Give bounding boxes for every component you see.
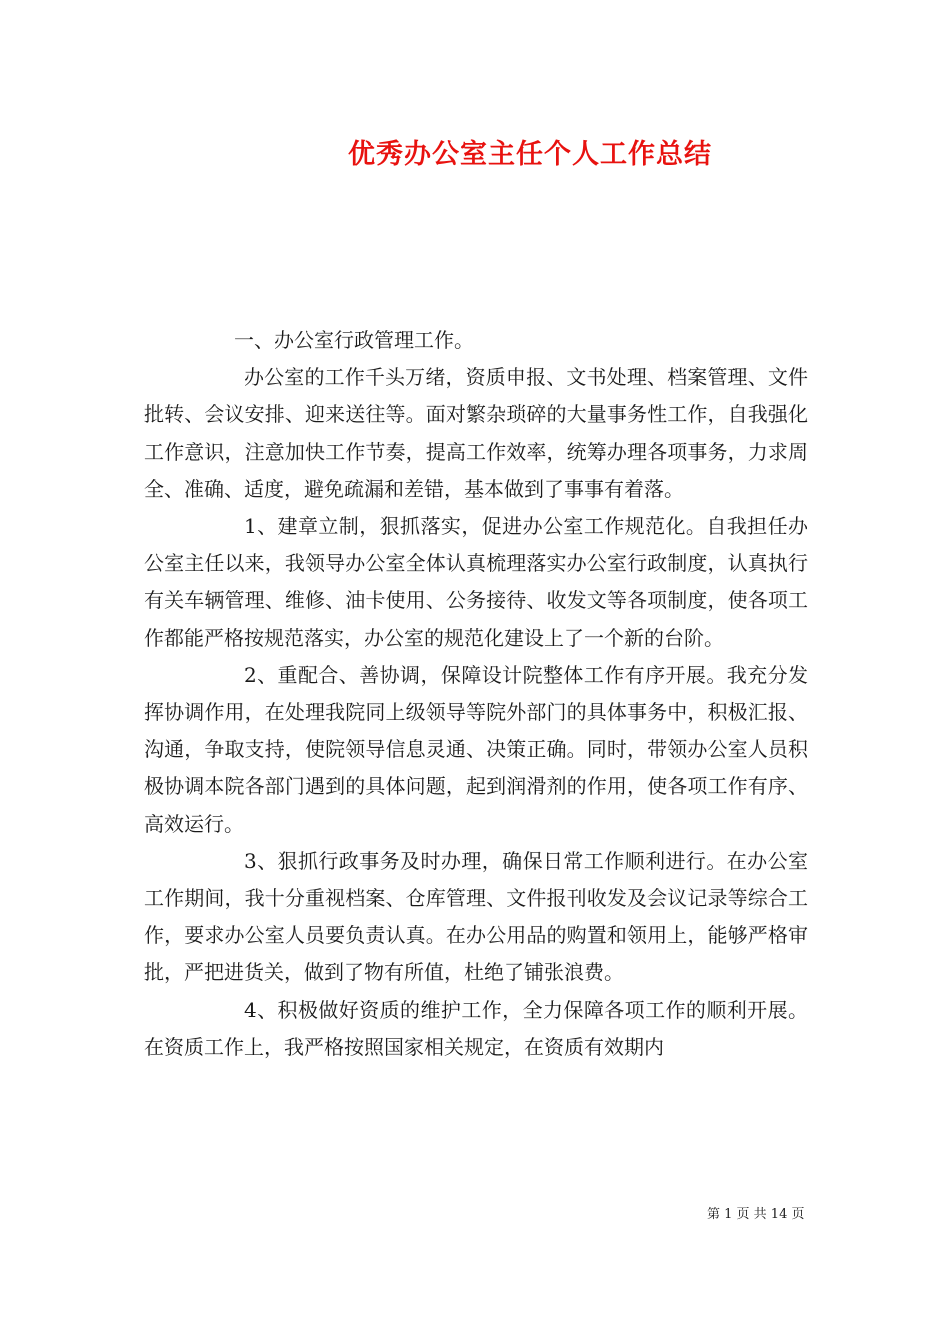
paragraph-item-3: 3、狠抓行政事务及时办理，确保日常工作顺利进行。在办公室工作期间，我十分重视档案、仓库管理、文件报刊收发及会议记录等综合工作，要求办公室人员要负责认真。在办公用品的购置和领用上，能够严格审批，严把进货关，做到了物有所值，杜绝了铺张浪费。 <box>144 848 808 985</box>
paragraph-item-2: 2、重配合、善协调，保障设计院整体工作有序开展。我充分发挥协调作用，在处理我院同上级领导等院外部门的具体事务中，积极汇报、沟通，争取支持，使院领导信息灵通、决策正确。同时，带领办公室人员积极协调本院各部门遇到的具体问题，起到润滑剂的作用，使各项工作有序、高效运行。 <box>144 662 808 836</box>
document-title: 优秀办公室主任个人工作总结 <box>348 139 712 170</box>
section-heading: 一、办公室行政管理工作。 <box>234 328 474 352</box>
paragraph-item-4: 4、积极做好资质的维护工作，全力保障各项工作的顺利开展。在资质工作上，我严格按照国家相关规定，在资质有效期内 <box>144 997 808 1059</box>
paragraph-intro: 办公室的工作千头万绪，资质申报、文书处理、档案管理、文件批转、会议安排、迎来送往等。面对繁杂琐碎的大量事务性工作，自我强化工作意识，注意加快工作节奏，提高工作效率，统筹办理各项事务，力求周全、准确、适度，避免疏漏和差错，基本做到了事事有着落。 <box>144 365 808 501</box>
paragraph-item-1: 1、建章立制，狠抓落实，促进办公室工作规范化。自我担任办公室主任以来，我领导办公室全体认真梳理落实办公室行政制度，认真执行有关车辆管理、维修、油卡使用、公务接待、收发文等各项制度，使各项工作都能严格按规范落实，办公室的规范化建设上了一个新的台阶。 <box>144 514 808 650</box>
document-body <box>144 322 808 1066</box>
page-number-footer: 第 1 页 共 14 页 <box>707 1207 805 1222</box>
